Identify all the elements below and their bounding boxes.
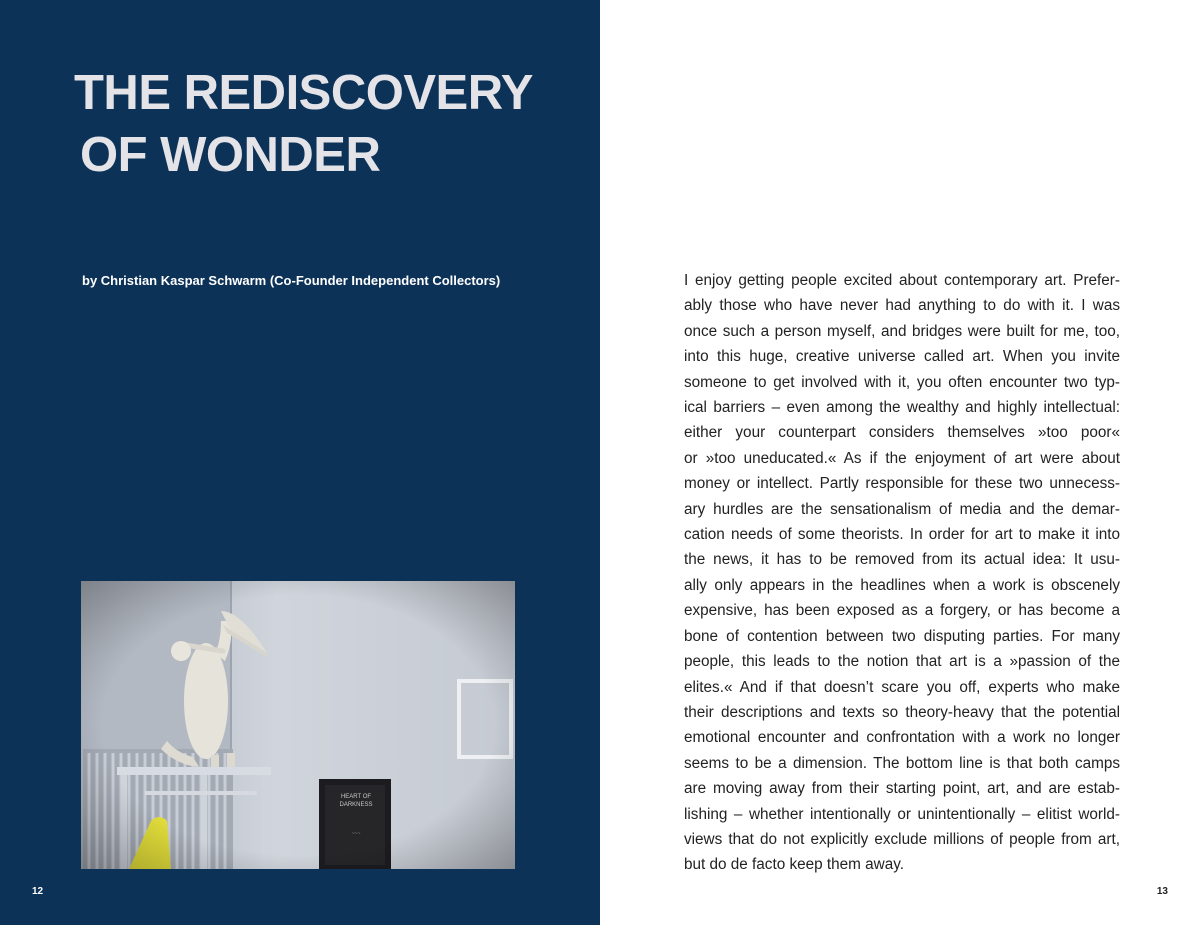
- body-line: money or intellect. Partly responsible for these two unnecess-: [684, 475, 1120, 493]
- title-line-1: THE REDISCOVERY: [74, 66, 533, 120]
- body-line: someone to get involved with it, you often encounter two typ-: [684, 373, 1120, 391]
- body-line: but do de facto keep them away.: [684, 856, 904, 874]
- body-line: either your counterpart considers themselves »too poor«: [684, 424, 1120, 442]
- title-line-2: OF WONDER: [80, 128, 381, 182]
- page-number-left: 12: [32, 886, 44, 897]
- body-line: emotional encounter and confrontation with a work no longer: [684, 729, 1120, 747]
- body-line: ical barriers – even among the wealthy and highly intellectual:: [684, 399, 1120, 417]
- body-line: elites.« And if that doesn’t scare you off, experts who make: [684, 678, 1120, 696]
- body-line: ably those who have never had anything to do with it. I was: [684, 297, 1120, 315]
- body-line: are moving away from their starting point, art, and are estab-: [684, 780, 1120, 798]
- body-line: into this huge, creative universe called art. When you invite: [684, 348, 1120, 366]
- body-line: bone of contention between two disputing parties. For many: [684, 627, 1120, 645]
- article-title: [74, 62, 533, 186]
- body-line: their descriptions and texts so theory-heavy that the potential: [684, 703, 1120, 721]
- body-line: or »too uneducated.« As if the enjoyment of art were about: [684, 449, 1120, 467]
- body-line: seems to be a dimension. The bottom line is that both camps: [684, 754, 1120, 772]
- body-line: ally only appears in the headlines when a work is obscenely: [684, 576, 1120, 594]
- body-line: views that do not explicitly exclude millions of people from art,: [684, 830, 1120, 848]
- body-line: ary hurdles are the sensationalism of media and the demar-: [684, 500, 1120, 518]
- author-byline: by Christian Kaspar Schwarm (Co-Founder Independent Collectors): [82, 273, 501, 288]
- right-page: [600, 0, 1200, 925]
- body-line: once such a person myself, and bridges were built for me, too,: [684, 322, 1120, 340]
- sculpture-photo: [81, 581, 515, 869]
- body-line: I enjoy getting people excited about contemporary art. Prefer-: [684, 272, 1120, 289]
- body-line: lishing – whether intentionally or unintentionally – elitist world-: [684, 805, 1120, 823]
- page-number-right: 13: [1156, 886, 1168, 897]
- article-body: [684, 268, 1120, 878]
- poster-title: HEART OF DARKNESS: [339, 794, 373, 808]
- poster-subtext: ~~~: [351, 831, 361, 837]
- body-line: cation needs of some theorists. In order for art to make it into: [684, 526, 1120, 544]
- body-line: the news, it has to be removed from its actual idea: It usu-: [684, 551, 1120, 569]
- body-line: expensive, has been exposed as a forgery, or has become a: [684, 602, 1120, 620]
- body-line: people, this leads to the notion that art is a »passion of the: [684, 653, 1120, 671]
